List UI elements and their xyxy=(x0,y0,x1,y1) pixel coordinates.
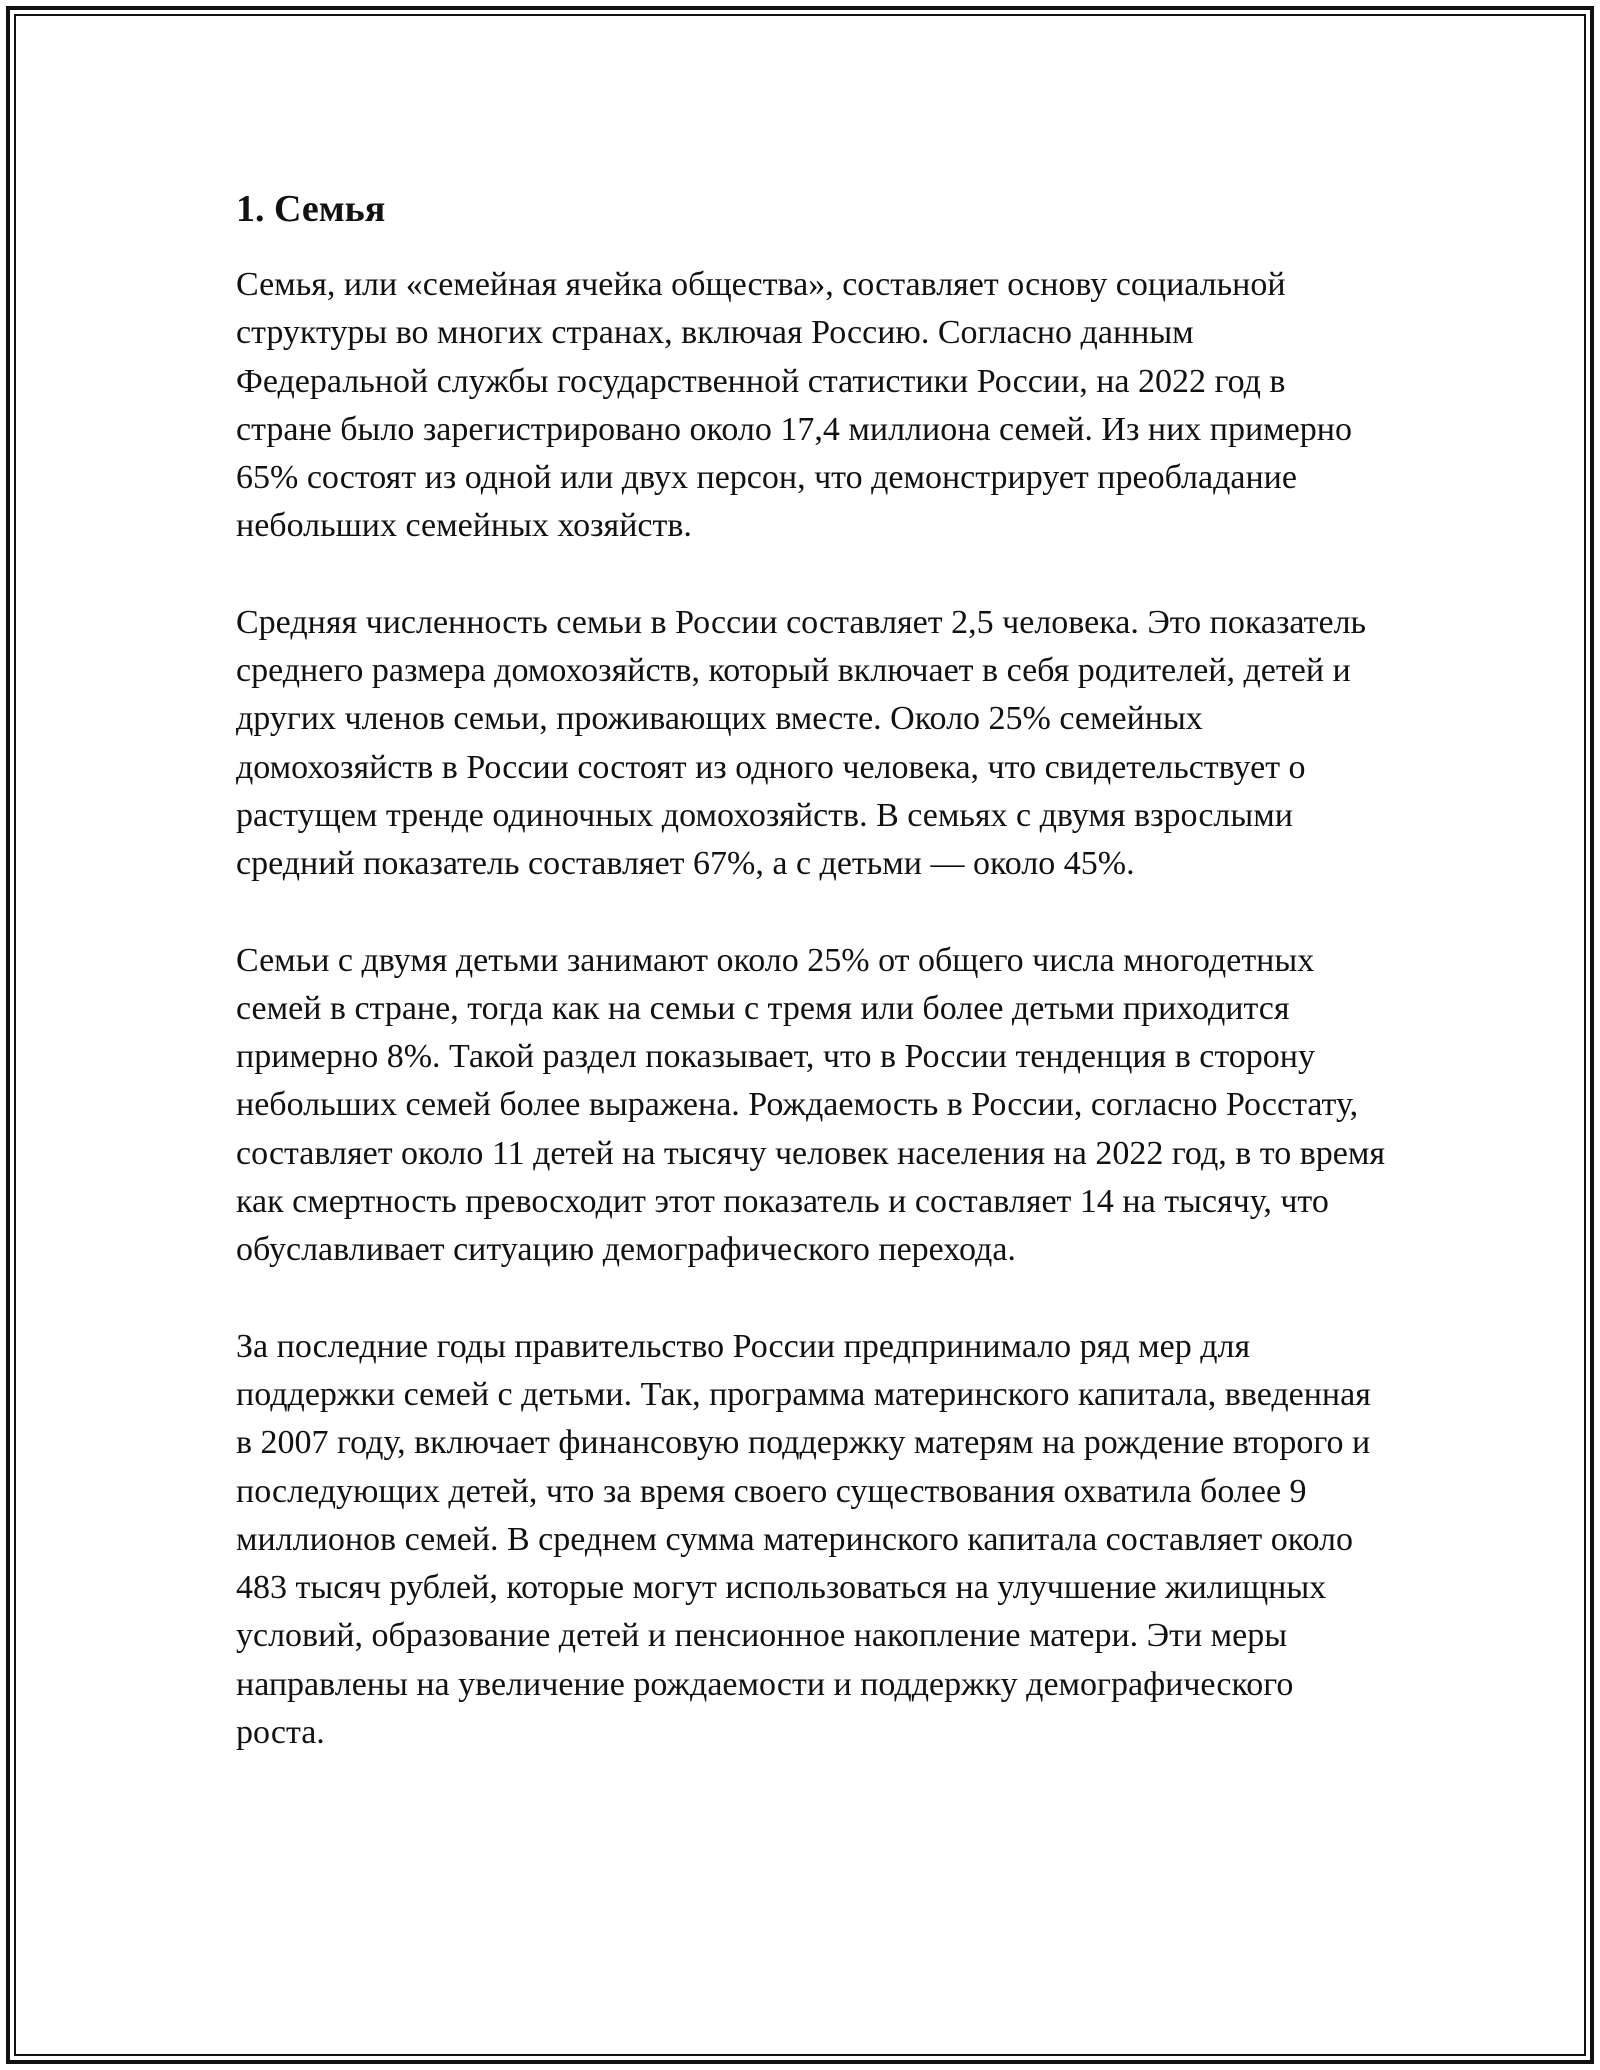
paragraph-2: Средняя численность семьи в России составляет 2,5 человека. Это показатель среднего размера домохозяйств, который включает в себя родителей, детей и других членов семьи, проживающих вместе. Около 25% семейных домохозяйств в России состоят из одного человека, что свидетельствует о растущем тренде одиночных домохозяйств. В семьях с двумя взрослыми средний показатель составляет 67%, а с детьми — около 45%. xyxy=(236,603,1367,883)
paragraph-1: Семья, или «семейная ячейка общества», составляет основу социальной структуры во многих странах, включая Россию. Согласно данным Федеральной службы государственной статистики России, на 2022 год в стране было зарегистрировано около 17,4 миллиона семей. Из них примерно 65% состоят из одной или двух персон, что демонстрирует преобладание небольших семейных хозяйств. xyxy=(236,266,1352,545)
section-heading: 1. Семья xyxy=(236,188,386,230)
paragraph-3: Семьи с двумя детьми занимают около 25% от общего числа многодетных семей в стране, тогда как на семьи с тремя или более детьми приходится примерно 8%. Такой раздел показывает, что в России тенденция в сторону небольших семей более выражена. Рождаемость в России, согласно Росстату, составляет около 11 детей на тысячу человек населения на 2022 год, в то время как смертность превосходит этот показатель и составляет 14 на тысячу, что обуславливает ситуацию демографического перехода. xyxy=(236,941,1386,1269)
document-body xyxy=(236,186,1386,1805)
paragraph-4: За последние годы правительство России предпринимало ряд мер для поддержки семей с детьми. Так, программа материнского капитала, введенная в 2007 году, включает финансовую поддержку матерям на рождение второго и последующих детей, что за время своего существования охватила более 9 миллионов семей. В среднем сумма материнского капитала составляет около 483 тысяч рублей, которые могут использоваться на улучшение жилищных условий, образование детей и пенсионное накопление матери. Эти меры направлены на увеличение рождаемости и поддержку демографического роста. xyxy=(236,1327,1371,1752)
